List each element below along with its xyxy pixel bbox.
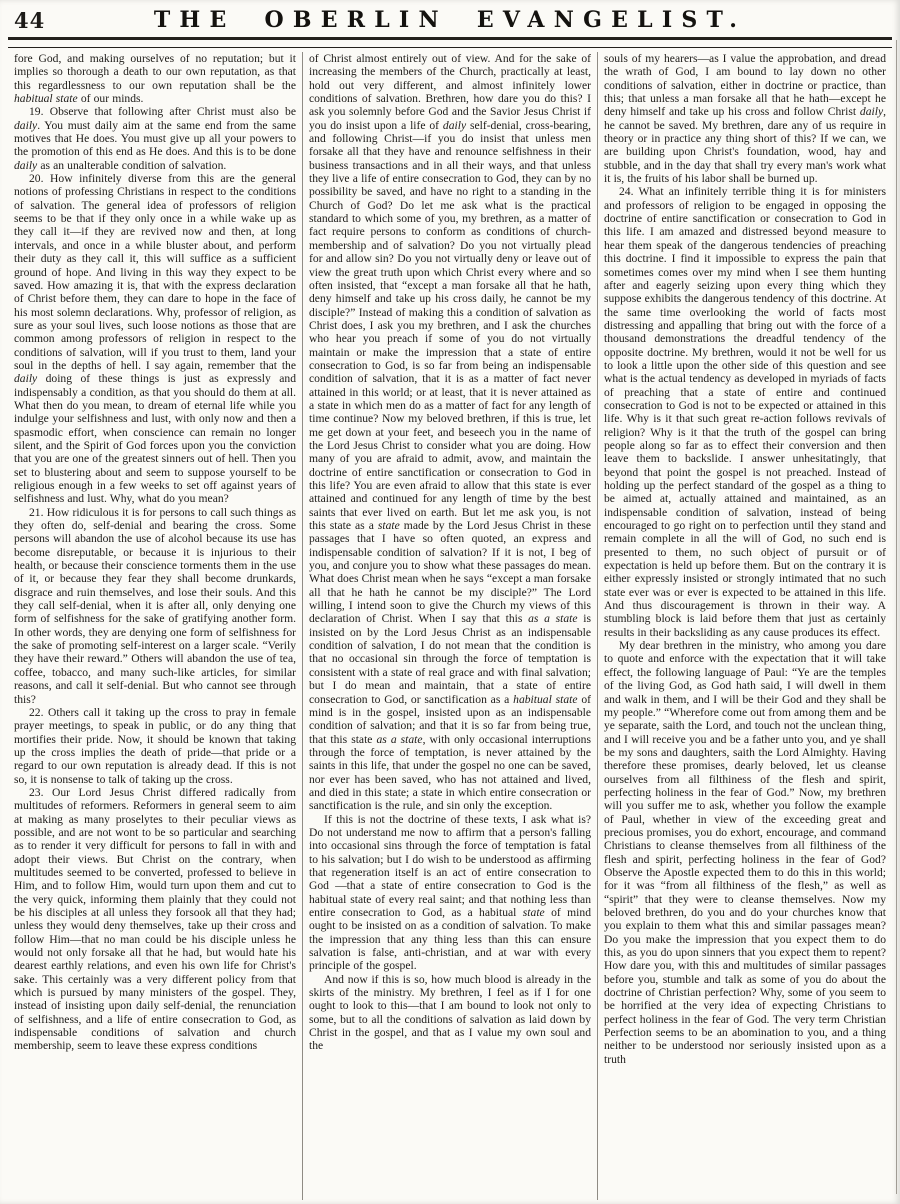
page-number: 44 — [14, 8, 46, 33]
page-edge-rule — [896, 40, 897, 1194]
paragraph: If this is not the doctrine of these texts, I ask what is? Do not understand me now to affirm that a person's falling into occasional sins through the force of temptation is fatal to his salvation; but I do wish to be understood as affirming that regeneration itself is an act of entire consecration to God —that a state of entire consecration to God is the habitual state of every real saint; and that nothing less than entire consecration to God, as a habitual state of mind ought to be insisted on as a condition of salvation. To make the impression that any thing less than this can ensure salvation is false, anti-christian, and at war with every principle of the gospel. — [309, 812, 591, 973]
page-header — [8, 4, 892, 36]
paragraph: 24. What an infinitely terrible thing it is for ministers and professors of religion to be engaged in opposing the doctrine of entire sanctification or consecration to God in this life. I am amazed and distressed beyond measure to hear them speak of the dangerous tendencies of preaching this doctrine. I find it impossible to express the pain that sometimes comes over my mind when I see them hunting after and eagerly seizing upon every thing which they suppose exhibits the dangerous tendency of this doctrine. At the same time overlooking the world of facts most distressing and appalling that bring out with the force of a thousand demonstrations the dreadful tendency of the opposite doctrine. My brethren, would it not be well for us to look a little upon the other side of this question and see what is the actual tendency as developed in myriads of facts of preaching that a state of entire and continued consecration to God is not to be expected or attained in this life. Why is it that such great re-action follows revivals of religion? Why is it that the truth of the gospel can bring people along so far as to effect their conversion and then leave them to backslide. I answer unhesitatingly, that beyond that point the gospel is not preached. Instead of holding up the perfect standard of the gospel as a thing to be aimed at, actually attained and maintained, as an indispensable condition of salvation, instead of being encouraged to go right on to perfection until they stand and remain complete in all the will of God, no such end is presented to them, no such object of pursuit or of expectation is held up before them. But on the contrary it is either expressly insisted or strongly intimated that no such state ever was or ever is expected to be attained in this life. And thus discouragement is thrown in their way. A stumbling block is laid before them that just as certainly results in their backsliding as any cause produces its effect. — [604, 185, 886, 639]
paragraph: 21. How ridiculous it is for persons to call such things as they often do, self-denial and bearing the cross. Some persons will abandon the use of alcohol because its use has become disreputable, or because it is injurious to their health, or because their conscience torments them in the use of it, or because they fear they shall become drunkards, disgrace and ruin themselves, and lose their souls. And this they call self-denial, when it is after all, only denying one form of selfishness for the sake of gratifying another form. In other words, they are denying one form of selfishness for the sake of promoting self-interest on a larger scale. “Verily they have their reward.” Others will abandon the use of tea, coffee, tobacco, and many such-like articles, for similar reasons, and call it self-denial. But who cannot see through this? — [14, 505, 296, 706]
text-column-1 — [8, 52, 302, 1200]
paragraph: 23. Our Lord Jesus Christ differed radically from multitudes of reformers. Reformers in general seem to aim at making as many proselytes to their peculiar views as possible, and are not wont to be so particular and searching as to render it very difficult for persons to fall in with and adopt their views. But Christ on the contrary, when multitudes seemed to be converted, professed to believe in Him, and to follow Him, would turn upon them and cut to the very quick, informing them plainly that they could not be his disciples at all unless they forsook all that they had; unless they would deny themselves, take up their cross and follow Him—that no man could be his disciple unless he would not only forsake all that he had, but would hate his dearest earthly relations, and even his own life for Christ's sake. This certainly was a very different policy from that which is pursued by many ministers of the gospel. They, instead of insisting upon daily self-denial, the renunciation of selfishness, and a life of entire consecration to God, as indispensable conditions of salvation and church membership, seem to leave these express conditions — [14, 785, 296, 1053]
paragraph: 20. How infinitely diverse from this are the general notions of professing Christians in respect to the conditions of salvation. The general idea of professors of religion seems to be that if they only once in a while wake up as they call it—if they are revived now and then, at long intervals, and once in a while bluster about, and perform their duty as they call it, this will suffice as a sufficient ground of hope. And living in this way they expect to be saved. How amazing it is, that with the express declaration of Christ before them, they can dare to hope in the face of his most solemn declarations. Why, professor of religion, as sure as your soul lives, such loose notions as those that are common among professors of religion in respect to the conditions of salvation, will if you trust to them, land your soul in the depths of hell. I say again, remember that the daily doing of these things is just as expressly and indispensably a condition, as that you should do them at all. What then do you mean, to dream of eternal life while you indulge your selfishness and lust, with only now and then a spasmodic effort, when conscience can remain no longer silent, and the Spirit of God forces upon you the conviction that you are one of the greatest sinners out of hell. Then you set to blustering about and seem to suppose yourself to be religious enough in a few weeks to set off against years of selfishness and lust. Why, what do you mean? — [14, 172, 296, 506]
paragraph: My dear brethren in the ministry, who among you dare to quote and enforce with the expectation that it will take effect, the following language of Paul: “Ye are the temples of the living God, as God hath said, I will dwell in them and walk in them, and I will be their God and they shall be my people.” “Wherefore come out from among them and be ye separate, saith the Lord, and touch not the unclean thing, and I will receive you and be a father unto you, and ye shall be my sons and daughters, saith the Lord Almighty. Having therefore these promises, dearly beloved, let us cleanse ourselves from all filthiness of the flesh and spirit, perfecting holiness in the fear of God.” Now, my brethren will you suffer me to ask, whether you follow the example of Paul, whether in view of the exceeding great and precious promises, you do exhort, encourage, and command Christians to cleanse themselves from all filthiness of the flesh and spirit, perfecting holiness in the fear of God? Observe the Apostle expected them to do this in this world; for it was “from all filthiness of the flesh,” as well as “spirit” that they were to cleanse themselves. Now my beloved brethren, do you and do your churches know that you explain to them what this and similar passages mean? Do you make the impression that you expect them to do this, as you do upon sinners that you expect them to repent? How dare you, with this and multitudes of similar passages before you, stumble and talk as some of you do about the doctrine of Christian perfection? Why, some of you seem to be horrified at the very idea of expecting Christians to perfect holiness in the fear of God. The very term Christian Perfection seems to be an abomination to you, and a thing neither to be understood nor seriously insisted upon as a truth — [604, 639, 886, 1066]
paragraph: souls of my hearers—as I value the approbation, and dread the wrath of God, I am bound to lay down no other conditions of salvation, either in doctrine or practice, than this; that unless a man forsake all that he hath—except he deny himself and take up his cross and follow Christ daily, he cannot be saved. My brethren, dare any of us require in theory or in practice any thing short of this? If we can, we are building upon Christ's foundation, wood, hay and stubble, and in the day that shall try every man's work what it is, the fruits of his labor shall be burned up. — [604, 52, 886, 186]
text-column-3 — [598, 52, 892, 1200]
text-column-2 — [303, 52, 597, 1200]
paragraph: fore God, and making ourselves of no reputation; but it implies so thorough a death to our own reputation, as that this regardlessness to our own reputation shall be the habitual state of our minds. — [14, 52, 296, 106]
paragraph: of Christ almost entirely out of view. And for the sake of increasing the members of the Church, practically at least, hold out very different, and almost infinitely lower conditions of salvation. Brethren, how dare you do this? I ask you solemnly before God and the Savior Jesus Christ if you do insist upon a life of daily self-denial, cross-bearing, and following Christ—if you do insist that unless men forsake all that they have and renounce selfishness in their business transactions and in all their ways, and that unless they live a life of entire consecration to God, they can by no possibility be saved, and have no right to a standing in the Church of God? Do let me ask what is the practical standard to which some of you, my brethren, as a matter of fact require persons to conform as conditions of church-membership and of salvation? Do you not virtually plead for and allow sin? Do you not virtually deny or leave out of view the great truth upon which Christ every where and so often insisted, that “except a man forsake all that he hath, deny himself and take up his cross daily, he cannot be my disciple?” Instead of making this a condition of salvation as Christ does, I ask you my brethren, and I ask the churches who hear you preach if some of you do not virtually maintain or make the impression that a state of entire consecration to God, is so far from being an indispensable condition of salvation, that it is as a matter of fact never attained in this world; or at least, that it is never attained as a state in which men do as a matter of fact for any length of time continue? Now my beloved brethren, if this is true, let me get down at your feet, and beseech you in the name of the Lord Jesus Christ to consider what you are doing. How many of you are afraid to admit, avow, and maintain the doctrine of entire sanctification or consecration to God in this life? You are even afraid to allow that this state is ever attained and continued for any length of time by the best saints that ever lived on earth. But let me ask you, is not this state as a state made by the Lord Jesus Christ in these passages that I have so often quoted, an express and indispensable condition of salvation? If it is not, I beg of you, and conjure you to show what these passages do mean. What does Christ mean when he says “except a man forsake all that he hath he cannot be my disciple?” The Lord willing, I intend soon to give the Church my views of this declaration of Christ. When I say that this as a state is insisted on by the Lord Jesus Christ as an indispensable condition of salvation, I do not mean that the condition is that no occasional sin through the force of temptation is consistent with a state of real grace and with final salvation; but I do mean and maintain, that a state of entire consecration to God, or sanctification as a habitual state of mind is in the gospel, insisted upon as an indispensable condition of salvation; and that it is so far from being true, that this state as a state, with only occasional interruptions through the force of temptation, is never attained by the saints in this life, that under the gospel no one can be saved, nor ever has been saved, who has not attained and lived, and died in this state; a state in which entire consecration or sanctification is the rule, and sin only the exception. — [309, 52, 591, 813]
paragraph: 19. Observe that following after Christ must also be daily. You must daily aim at the same end from the same motives that He does. You must give up all your powers to the promotion of this end as He does. And this is to be done daily as an unalterable condition of salvation. — [14, 105, 296, 172]
article-columns — [8, 52, 892, 1200]
masthead-title: THE OBERLIN EVANGELIST. — [153, 7, 747, 33]
header-divider-rule — [8, 37, 892, 48]
paragraph: And now if this is so, how much blood is already in the skirts of the ministry. My brethren, I feel as if I for one ought to look to this—that I am bound to look not only to some, but to all the conditions of salvation as laid down by Christ in the gospel, and that as I value my own soul and the — [309, 972, 591, 1053]
paragraph: 22. Others call it taking up the cross to pray in female prayer meetings, to speak in public, or do any thing that mortifies their pride. Now, it should be known that taking up the cross implies the death of pride—that pride or a regard to our own reputation is already dead. If this is not so, it is nonsense to talk of taking up the cross. — [14, 705, 296, 786]
